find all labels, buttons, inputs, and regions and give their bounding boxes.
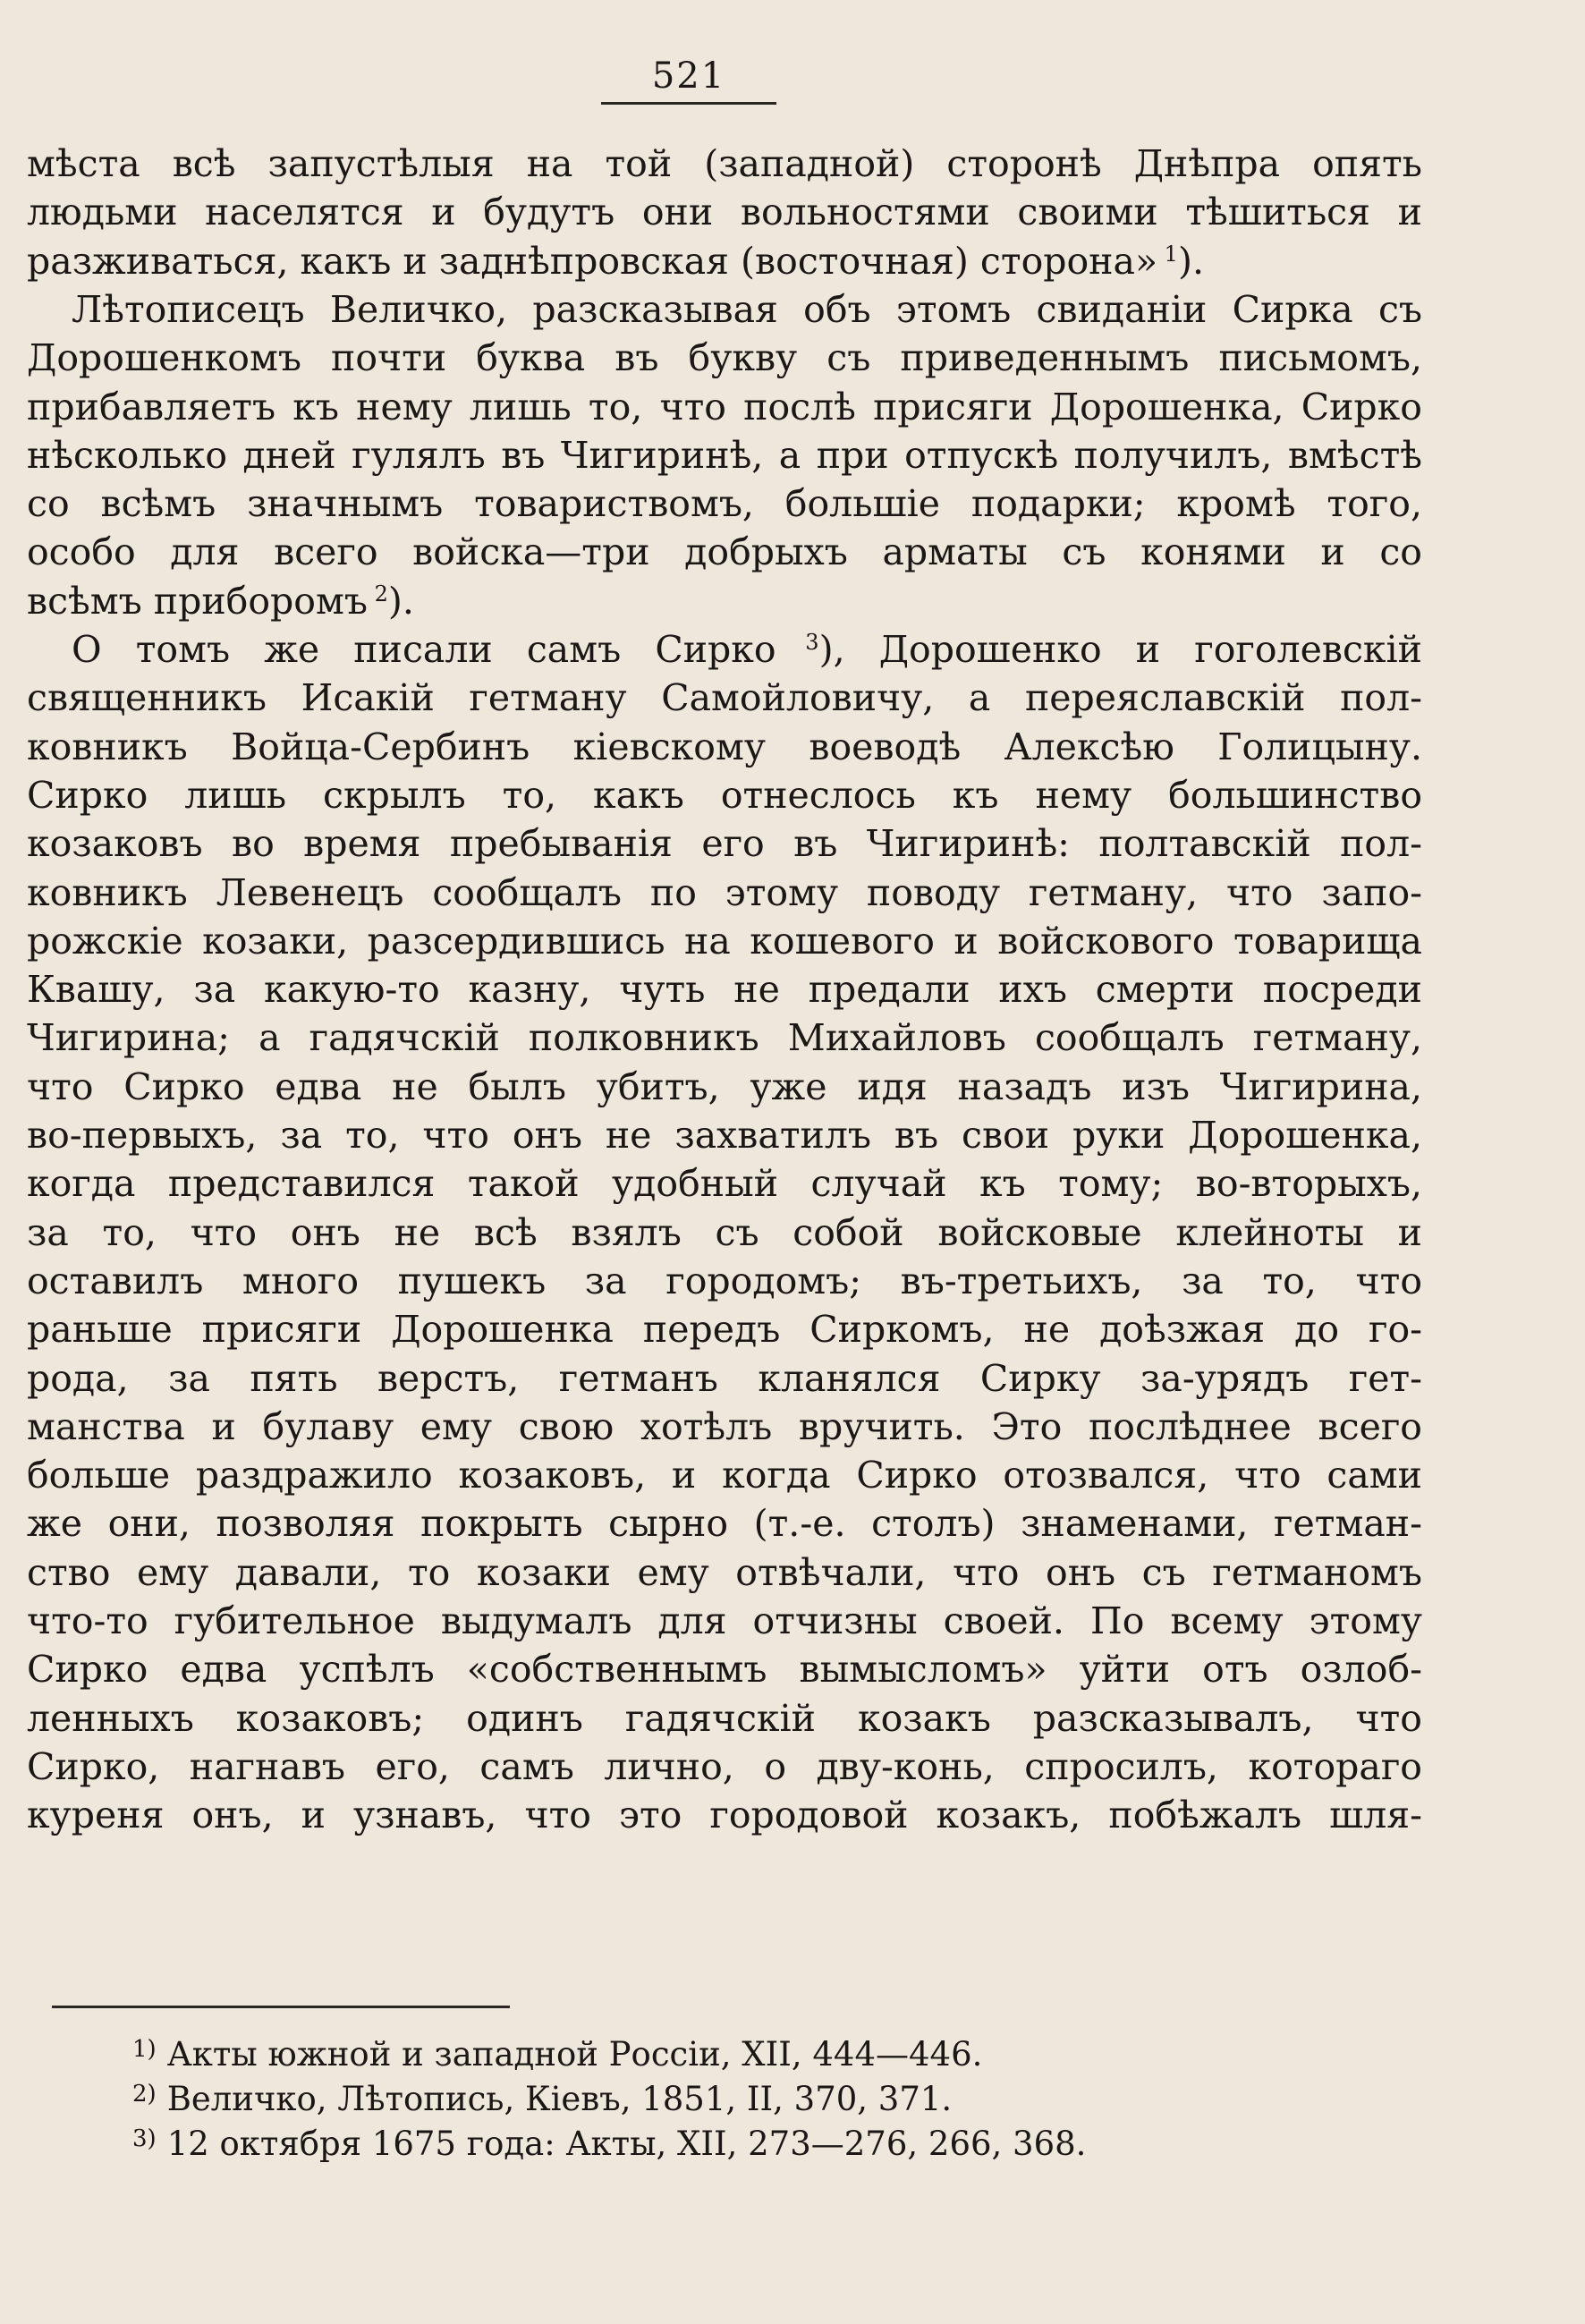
text-line [27, 1496, 1422, 1551]
line-text: ство ему давали, то козаки ему отвѣчали, что онъ съ гетманомъ [27, 1550, 1422, 1594]
line-text: ковникъ Левенецъ сообщалъ по этому поводу гетману, что запо- [27, 870, 1422, 914]
footnote-mark: 3) [132, 2125, 157, 2152]
text-line [27, 1302, 1422, 1357]
footnote-text: 12 октября 1675 года: Акты, XII, 273—276, 266, 368. [166, 2125, 1087, 2163]
page-number: 521 [651, 55, 726, 97]
main-text [27, 136, 1422, 1925]
line-text: ленныхъ козаковъ; одинъ гадячскій козакъ разсказывалъ, что [27, 1696, 1422, 1740]
line-text: особо для всего войска—три добрыхъ арматы съ конями и со [27, 530, 1422, 574]
text-line [27, 1156, 1422, 1211]
text-line [27, 962, 1422, 1017]
text-line [27, 476, 1422, 531]
footnote-ref: 2 [367, 581, 388, 606]
line-text: больше раздражило козаковъ, и когда Сирко отозвался, что сами [27, 1454, 1422, 1497]
text-line [27, 1593, 1422, 1649]
line-text: козаковъ во время пребыванія его въ Чигиринѣ: полтавскій пол- [27, 822, 1422, 866]
text-line [27, 1107, 1422, 1163]
text-line [27, 719, 1422, 775]
footnote-ref: 1 [1157, 241, 1178, 267]
line-text: Дорошенкомъ почти буква въ букву съ приведеннымъ письмомъ, [27, 336, 1422, 380]
line-text: прибавляетъ къ нему лишь то, что послѣ присяги Дорошенка, Сирко [27, 385, 1422, 428]
text-line [27, 1545, 1422, 1600]
line-text: Квашу, за какую-то казну, чуть не предали ихъ смерти посреди [27, 968, 1422, 1012]
footnote-ref: 3 [776, 630, 819, 655]
line-text: за то, что онъ не всѣ взялъ съ собой войсковые клейноты и [27, 1210, 1422, 1254]
footnote [132, 2072, 1295, 2116]
line-text: всѣмъ приборомъ [27, 579, 368, 623]
line-text: рода, за пять верстъ, гетманъ кланялся Сирку за-урядъ гет- [27, 1356, 1422, 1400]
footnote [132, 2116, 1295, 2161]
text-line [27, 573, 1422, 629]
footnote-mark: 1) [132, 2036, 157, 2063]
line-text: людьми населятся и будутъ они вольностями своими тѣшиться и [27, 191, 1422, 234]
footnote-mark: 2) [132, 2081, 157, 2108]
text-line [27, 330, 1422, 386]
text-line [27, 1641, 1422, 1697]
line-text: священникъ Исакій гетману Самойловичу, а переяславскій пол- [27, 676, 1422, 720]
text-line [27, 184, 1422, 240]
text-line [27, 816, 1422, 871]
footnote-text: Акты южной и западной Россіи, XII, 444—446. [166, 2035, 983, 2074]
footnotes [132, 2027, 1295, 2161]
text-line [27, 768, 1422, 823]
text-line [27, 670, 1422, 725]
line-text: когда представился такой удобный случай къ тому; во-вторыхъ, [27, 1162, 1422, 1206]
line-text: Сирко лишь скрылъ то, какъ отнеслось къ нему большинство [27, 773, 1422, 817]
line-text-cont: ), Дорошенко и гоголевскій [818, 628, 1422, 671]
line-text-cont: ). [1177, 239, 1204, 283]
text-line [27, 524, 1422, 580]
footnote [132, 2027, 1295, 2072]
text-line [27, 865, 1422, 920]
text-line [27, 1691, 1422, 1746]
text-line [27, 136, 1422, 191]
text-line [27, 428, 1422, 483]
text-line [27, 913, 1422, 969]
text-line [27, 233, 1422, 289]
text-line [27, 1739, 1422, 1794]
line-text: О томъ же писали самъ Сирко [72, 628, 776, 671]
text-line [27, 622, 1422, 677]
text-line [27, 1447, 1422, 1503]
line-text: куреня онъ, и узнавъ, что это городовой козакъ, побѣжалъ шля- [27, 1794, 1422, 1837]
line-text: во-первыхъ, за то, что онъ не захватилъ въ свои руки Дорошенка, [27, 1114, 1422, 1157]
line-text: что Сирко едва не былъ убитъ, уже идя назадъ изъ Чигирина, [27, 1064, 1422, 1108]
line-text: раньше присяги Дорошенка передъ Сиркомъ, не доѣзжая до го- [27, 1308, 1422, 1352]
line-text: нѣсколько дней гулялъ въ Чигиринѣ, а при отпускѣ получилъ, вмѣстѣ [27, 433, 1422, 477]
line-text: Сирко едва успѣлъ «собственнымъ вымысломъ» уйти отъ озлоб- [27, 1648, 1422, 1692]
text-line [27, 1351, 1422, 1406]
text-line [27, 1253, 1422, 1309]
text-line [27, 379, 1422, 435]
text-line [27, 1010, 1422, 1065]
text-line [27, 1059, 1422, 1115]
line-text: оставилъ много пушекъ за городомъ; въ-третьихъ, за то, что [27, 1259, 1422, 1302]
line-text: манства и булаву ему свою хотѣлъ вручить. Это послѣднее всего [27, 1404, 1422, 1448]
line-text: мѣста всѣ запустѣлыя на той (западной) сторонѣ Днѣпра опять [27, 142, 1422, 185]
text-line [27, 282, 1422, 337]
text-line [27, 1787, 1422, 1843]
line-text: Лѣтописецъ Величко, разсказывая объ этомъ свиданіи Сирка съ [72, 287, 1422, 331]
footnote-text: Величко, Лѣтопись, Кіевъ, 1851, II, 370, 371. [166, 2080, 953, 2118]
footnote-separator [52, 2006, 510, 2008]
page-number-rule [601, 102, 776, 105]
line-text-cont: ). [387, 579, 414, 623]
line-text: Сирко, нагнавъ его, самъ лично, о дву-конь, спросилъ, котораго [27, 1744, 1422, 1788]
line-text: рожскіе козаки, разсердившись на кошевого и войскового товарища [27, 919, 1422, 963]
text-line [27, 1399, 1422, 1455]
line-text: Чигирина; а гадячскій полковникъ Михайловъ сообщалъ гетману, [27, 1016, 1422, 1060]
line-text: что-то губительное выдумалъ для отчизны своей. По всему этому [27, 1599, 1422, 1642]
line-text: же они, позволяя покрыть сырно (т.-е. столъ) знаменами, гетман- [27, 1502, 1422, 1546]
line-text: со всѣмъ значнымъ товариствомъ, большіе подарки; кромѣ того, [27, 482, 1422, 526]
line-text: разживаться, какъ и заднѣпровская (восточная) сторона» [27, 239, 1158, 283]
line-text: ковникъ Войца-Сербинъ кіевскому воеводѣ Алексѣю Голицыну. [27, 725, 1422, 768]
text-line [27, 1205, 1422, 1260]
